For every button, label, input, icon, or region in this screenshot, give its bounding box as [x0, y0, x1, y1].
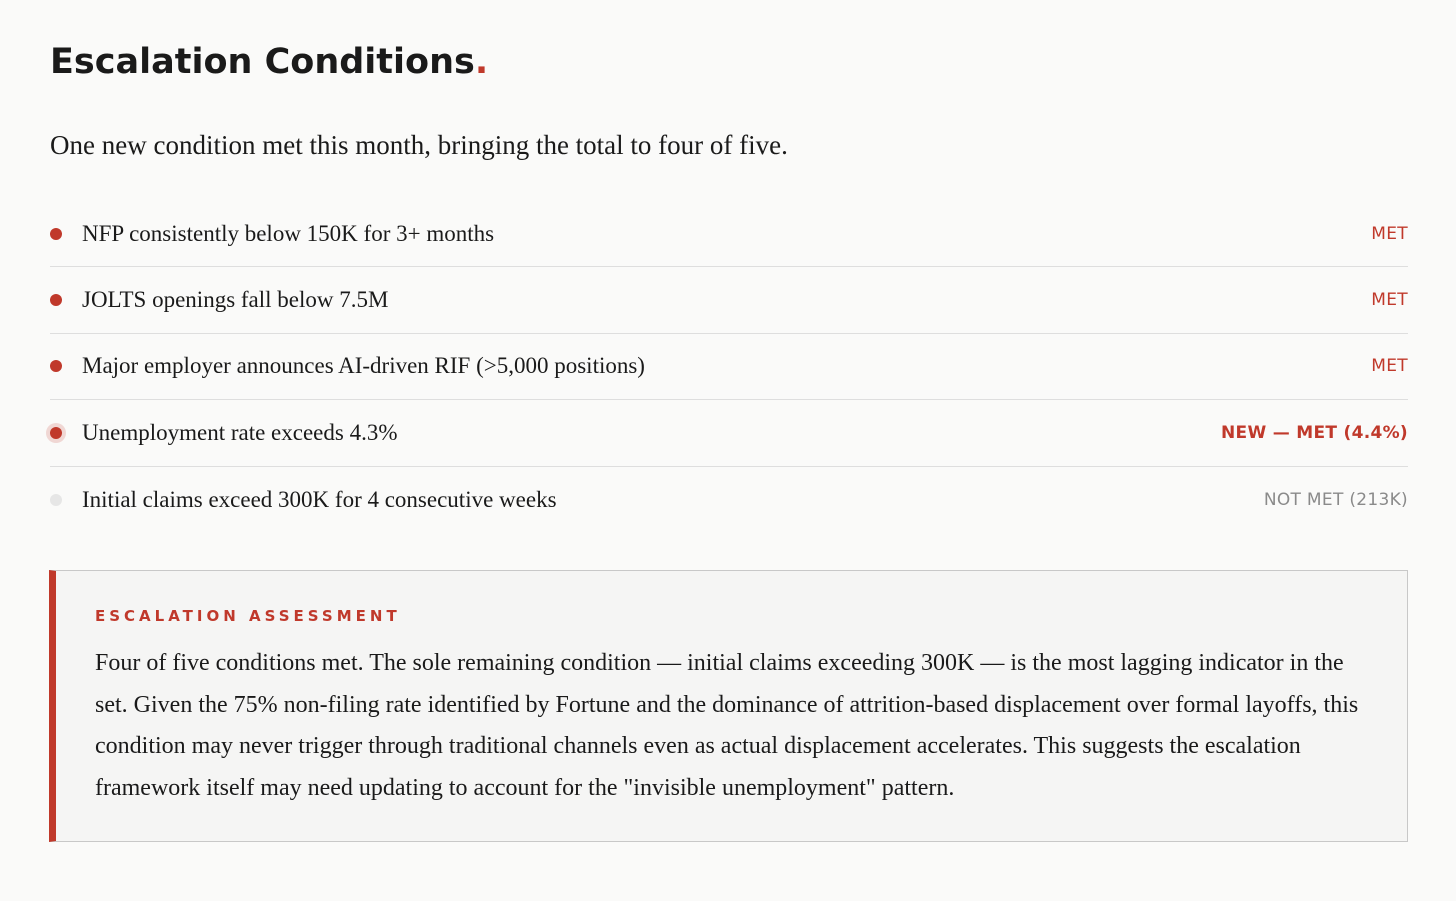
status-dot-icon [50, 360, 62, 372]
page-title-text: Escalation Conditions [50, 42, 475, 82]
status-dot-icon [50, 228, 62, 240]
assessment-body: Four of five conditions met. The sole remaining condition — initial claims exceeding 300K — is the most lagging indicator in the set. Given the 75% non-filing rate identified by Fortune and the dominance of attrition-based displacement over formal layoffs, this condition may never trigger through traditional channels even as actual displacement accelerates. This suggests the escalation framework itself may need updating to account for the "invisible unemployment" pattern. [95, 650, 1359, 801]
condition-row [50, 334, 1408, 400]
conditions-list [50, 201, 1408, 533]
status-dot-icon [50, 294, 62, 306]
page-title [50, 42, 488, 82]
title-accent-dot: . [474, 42, 489, 82]
condition-status: MET [1371, 223, 1408, 244]
condition-row [50, 467, 1408, 533]
page-subtitle: One new condition met this month, bringing the total to four of five. [50, 130, 788, 160]
condition-label: JOLTS openings fall below 7.5M [82, 287, 389, 313]
status-dot-inactive-icon [50, 494, 62, 506]
assessment-heading: ESCALATION ASSESSMENT [95, 607, 401, 625]
condition-label: Initial claims exceed 300K for 4 consecutive weeks [82, 486, 557, 512]
condition-row [50, 400, 1408, 466]
condition-status: MET [1371, 290, 1408, 311]
condition-status-new: NEW — MET (4.4%) [1221, 422, 1408, 443]
condition-status: MET [1371, 356, 1408, 377]
condition-label: Unemployment rate exceeds 4.3% [82, 419, 398, 445]
status-dot-new-icon [50, 427, 62, 439]
escalation-assessment-callout [49, 570, 1408, 842]
condition-label: Major employer announces AI-driven RIF (>5,000 positions) [82, 353, 645, 379]
condition-label: NFP consistently below 150K for 3+ months [82, 220, 495, 246]
condition-row [50, 267, 1408, 333]
condition-row [50, 201, 1408, 267]
condition-status-not-met: NOT MET (213K) [1263, 489, 1408, 510]
